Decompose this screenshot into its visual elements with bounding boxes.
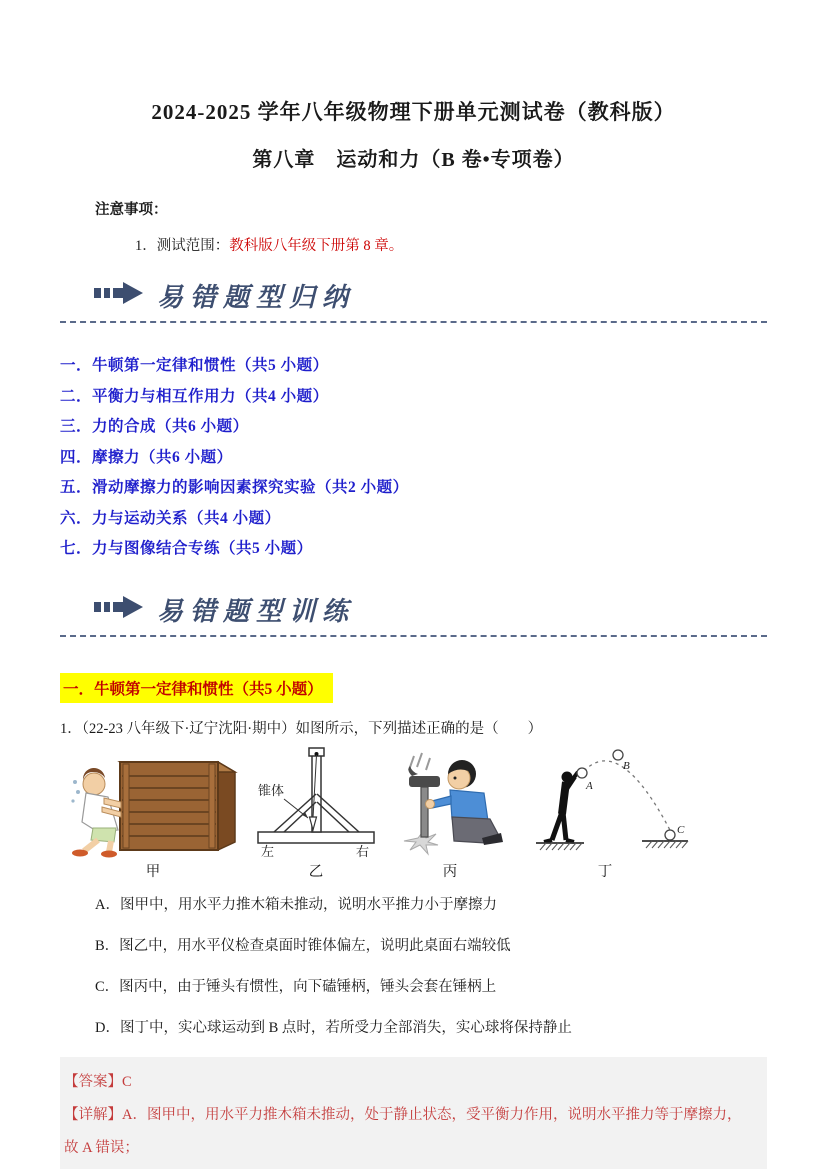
- point-b-label: B: [623, 759, 630, 772]
- answer-line: [64, 1066, 752, 1099]
- explanation-line: [64, 1099, 752, 1165]
- outline-item: 一．牛顿第一定律和惯性（共5 小题）: [60, 357, 329, 374]
- question-figures: [60, 746, 767, 881]
- answer-label: 【答案】: [64, 1073, 122, 1090]
- options-list: [60, 893, 767, 1037]
- figure-jia: [68, 746, 238, 881]
- doc-subtitle: 第八章 运动和力（B 卷•专项卷）: [252, 149, 575, 171]
- doc-title: 2024-2025 学年八年级物理下册单元测试卷（教科版）: [151, 100, 676, 124]
- banner-summary: [60, 277, 767, 323]
- banner-training-title: 易错题型训练: [157, 596, 356, 627]
- banner-arrow-icon: [93, 594, 145, 625]
- left-annotation: 左: [261, 843, 275, 858]
- outline-item: 七．力与图像结合专练（共5 小题）: [60, 540, 313, 557]
- figure-bing-image: [394, 746, 506, 858]
- figure-bing-label: 丙: [442, 863, 458, 880]
- figure-ding: [520, 746, 690, 881]
- figure-yi-label: 乙: [308, 863, 324, 880]
- banner-arrow-icon: [93, 280, 145, 311]
- outline-item: 六．力与运动关系（共4 小题）: [60, 509, 281, 527]
- explanation-label: 【详解】: [64, 1106, 122, 1123]
- figure-jia-image: [68, 746, 238, 858]
- question-stem: 1．（22-23 八年级下·辽宁沈阳·期中）如图所示，下列描述正确的是（ ）: [60, 720, 543, 737]
- banner-training: [60, 591, 767, 637]
- figure-ding-image: [520, 746, 690, 858]
- option-b: B．图乙中，用水平仪检查桌面时锥体偏左，说明此桌面右端较低: [95, 937, 511, 954]
- right-annotation: 右: [356, 843, 370, 858]
- option-c: C．图丙中，由于锤头有惯性，向下磕锤柄，锤头会套在锤柄上: [95, 978, 497, 995]
- outline-item: 二．平衡力与相互作用力（共4 小题）: [60, 387, 329, 405]
- point-a-label: A: [586, 779, 593, 792]
- outline-item: 三．力的合成（共6 小题）: [60, 418, 249, 435]
- option-a: A．图甲中，用水平力推木箱未推动，说明水平推力小于摩擦力: [95, 896, 497, 913]
- figure-yi: [252, 746, 380, 881]
- outline-item: 四．摩擦力（共6 小题）: [60, 448, 233, 466]
- cone-annotation: 锥体: [258, 782, 285, 798]
- notes-heading: 注意事项：: [95, 202, 168, 218]
- notes-item-prefix: 1．测试范围：: [135, 238, 230, 254]
- outline-list: [60, 351, 767, 565]
- answer-block: [60, 1057, 767, 1169]
- figure-ding-label: 丁: [597, 863, 613, 880]
- figure-jia-label: 甲: [145, 863, 161, 880]
- outline-item: 五．滑动摩擦力的影响因素探究实验（共2 小题）: [60, 479, 409, 496]
- figure-yi-image: [252, 746, 380, 858]
- option-d: D．图丁中，实心球运动到 B 点时，若所受力全部消失，实心球将保持静止: [95, 1019, 572, 1036]
- point-c-label: C: [677, 823, 685, 836]
- explanation-text: A．图甲中，用水平力推木箱未推动，处于静止状态，受平衡力作用，说明水平推力等于摩擦力，故 A 错误；: [64, 1106, 742, 1156]
- banner-summary-title: 易错题型归纳: [157, 283, 356, 313]
- notes-item: [60, 234, 767, 255]
- notes-scope-highlight: 教科版八年级下册第 8 章。: [229, 238, 404, 254]
- section-heading: 一．牛顿第一定律和惯性（共5 小题）: [60, 673, 333, 703]
- answer-value: C: [122, 1073, 132, 1090]
- figure-bing: [394, 746, 506, 881]
